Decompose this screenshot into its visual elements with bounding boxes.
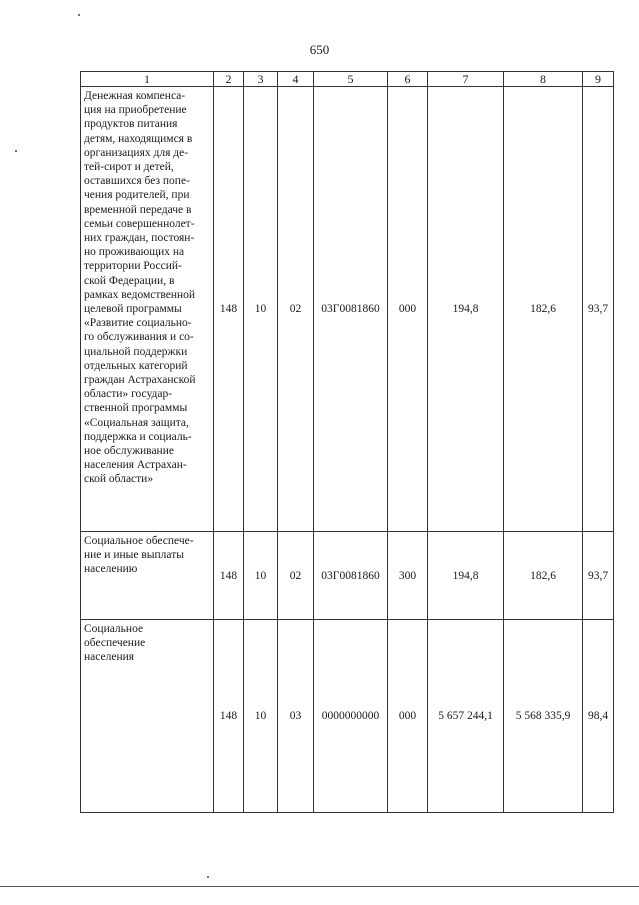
- header-cell-1: 1: [81, 72, 214, 87]
- row-cell-8: 182,6: [504, 87, 583, 532]
- row-cell-3: 10: [244, 532, 278, 620]
- row-cell-6: 000: [388, 87, 428, 532]
- row-description: Социальное обеспече- ние и иные выплаты населению: [81, 532, 214, 620]
- header-row: [81, 72, 614, 87]
- scan-speck: [78, 14, 80, 16]
- row-cell-6: 000: [388, 620, 428, 813]
- row-cell-8: 5 568 335,9: [504, 620, 583, 813]
- bottom-rule: [0, 886, 639, 887]
- table-row: [81, 87, 614, 532]
- row-cell-5: 03Г0081860: [314, 532, 388, 620]
- header-cell-2: 2: [214, 72, 244, 87]
- row-cell-3: 10: [244, 620, 278, 813]
- header-cell-5: 5: [314, 72, 388, 87]
- row-cell-4: 02: [278, 87, 314, 532]
- header-cell-8: 8: [504, 72, 583, 87]
- row-cell-7: 194,8: [428, 532, 504, 620]
- row-cell-8: 182,6: [504, 532, 583, 620]
- row-cell-5: 03Г0081860: [314, 87, 388, 532]
- scan-speck: [15, 150, 17, 152]
- row-cell-3: 10: [244, 87, 278, 532]
- row-cell-2: 148: [214, 532, 244, 620]
- row-cell-6: 300: [388, 532, 428, 620]
- row-cell-9: 93,7: [583, 87, 614, 532]
- scan-speck: [207, 876, 209, 878]
- row-cell-9: 93,7: [583, 532, 614, 620]
- table-row: [81, 532, 614, 620]
- row-cell-2: 148: [214, 87, 244, 532]
- row-description: Денежная компенса- ция на приобретение продуктов питания детям, находящимся в организациях для де- тей-сирот и детей, оставшихся без попе- чения родителей, при временной передаче в семьи совершеннолет- них граждан, постоян- но проживающих на территории Россий- ской Федерации, в рамках ведомственной целевой программы «Развитие социально- го обслуживания и со- циальной поддержки отдельных категорий граждан Астраханской области» государ- ственной программы «Социальная защита, поддержка и социаль- ное обслуживание населения Астрахан- ской области»: [81, 87, 214, 532]
- header-cell-9: 9: [583, 72, 614, 87]
- budget-table: [80, 71, 614, 813]
- page-number: 650: [309, 42, 330, 57]
- row-cell-4: 02: [278, 532, 314, 620]
- header-cell-3: 3: [244, 72, 278, 87]
- header-cell-6: 6: [388, 72, 428, 87]
- row-description: Социальное обеспечение населения: [81, 620, 214, 813]
- row-cell-2: 148: [214, 620, 244, 813]
- header-cell-7: 7: [428, 72, 504, 87]
- row-cell-7: 5 657 244,1: [428, 620, 504, 813]
- row-cell-7: 194,8: [428, 87, 504, 532]
- header-cell-4: 4: [278, 72, 314, 87]
- row-cell-9: 98,4: [583, 620, 614, 813]
- row-cell-4: 03: [278, 620, 314, 813]
- table-row: [81, 620, 614, 813]
- row-cell-5: 0000000000: [314, 620, 388, 813]
